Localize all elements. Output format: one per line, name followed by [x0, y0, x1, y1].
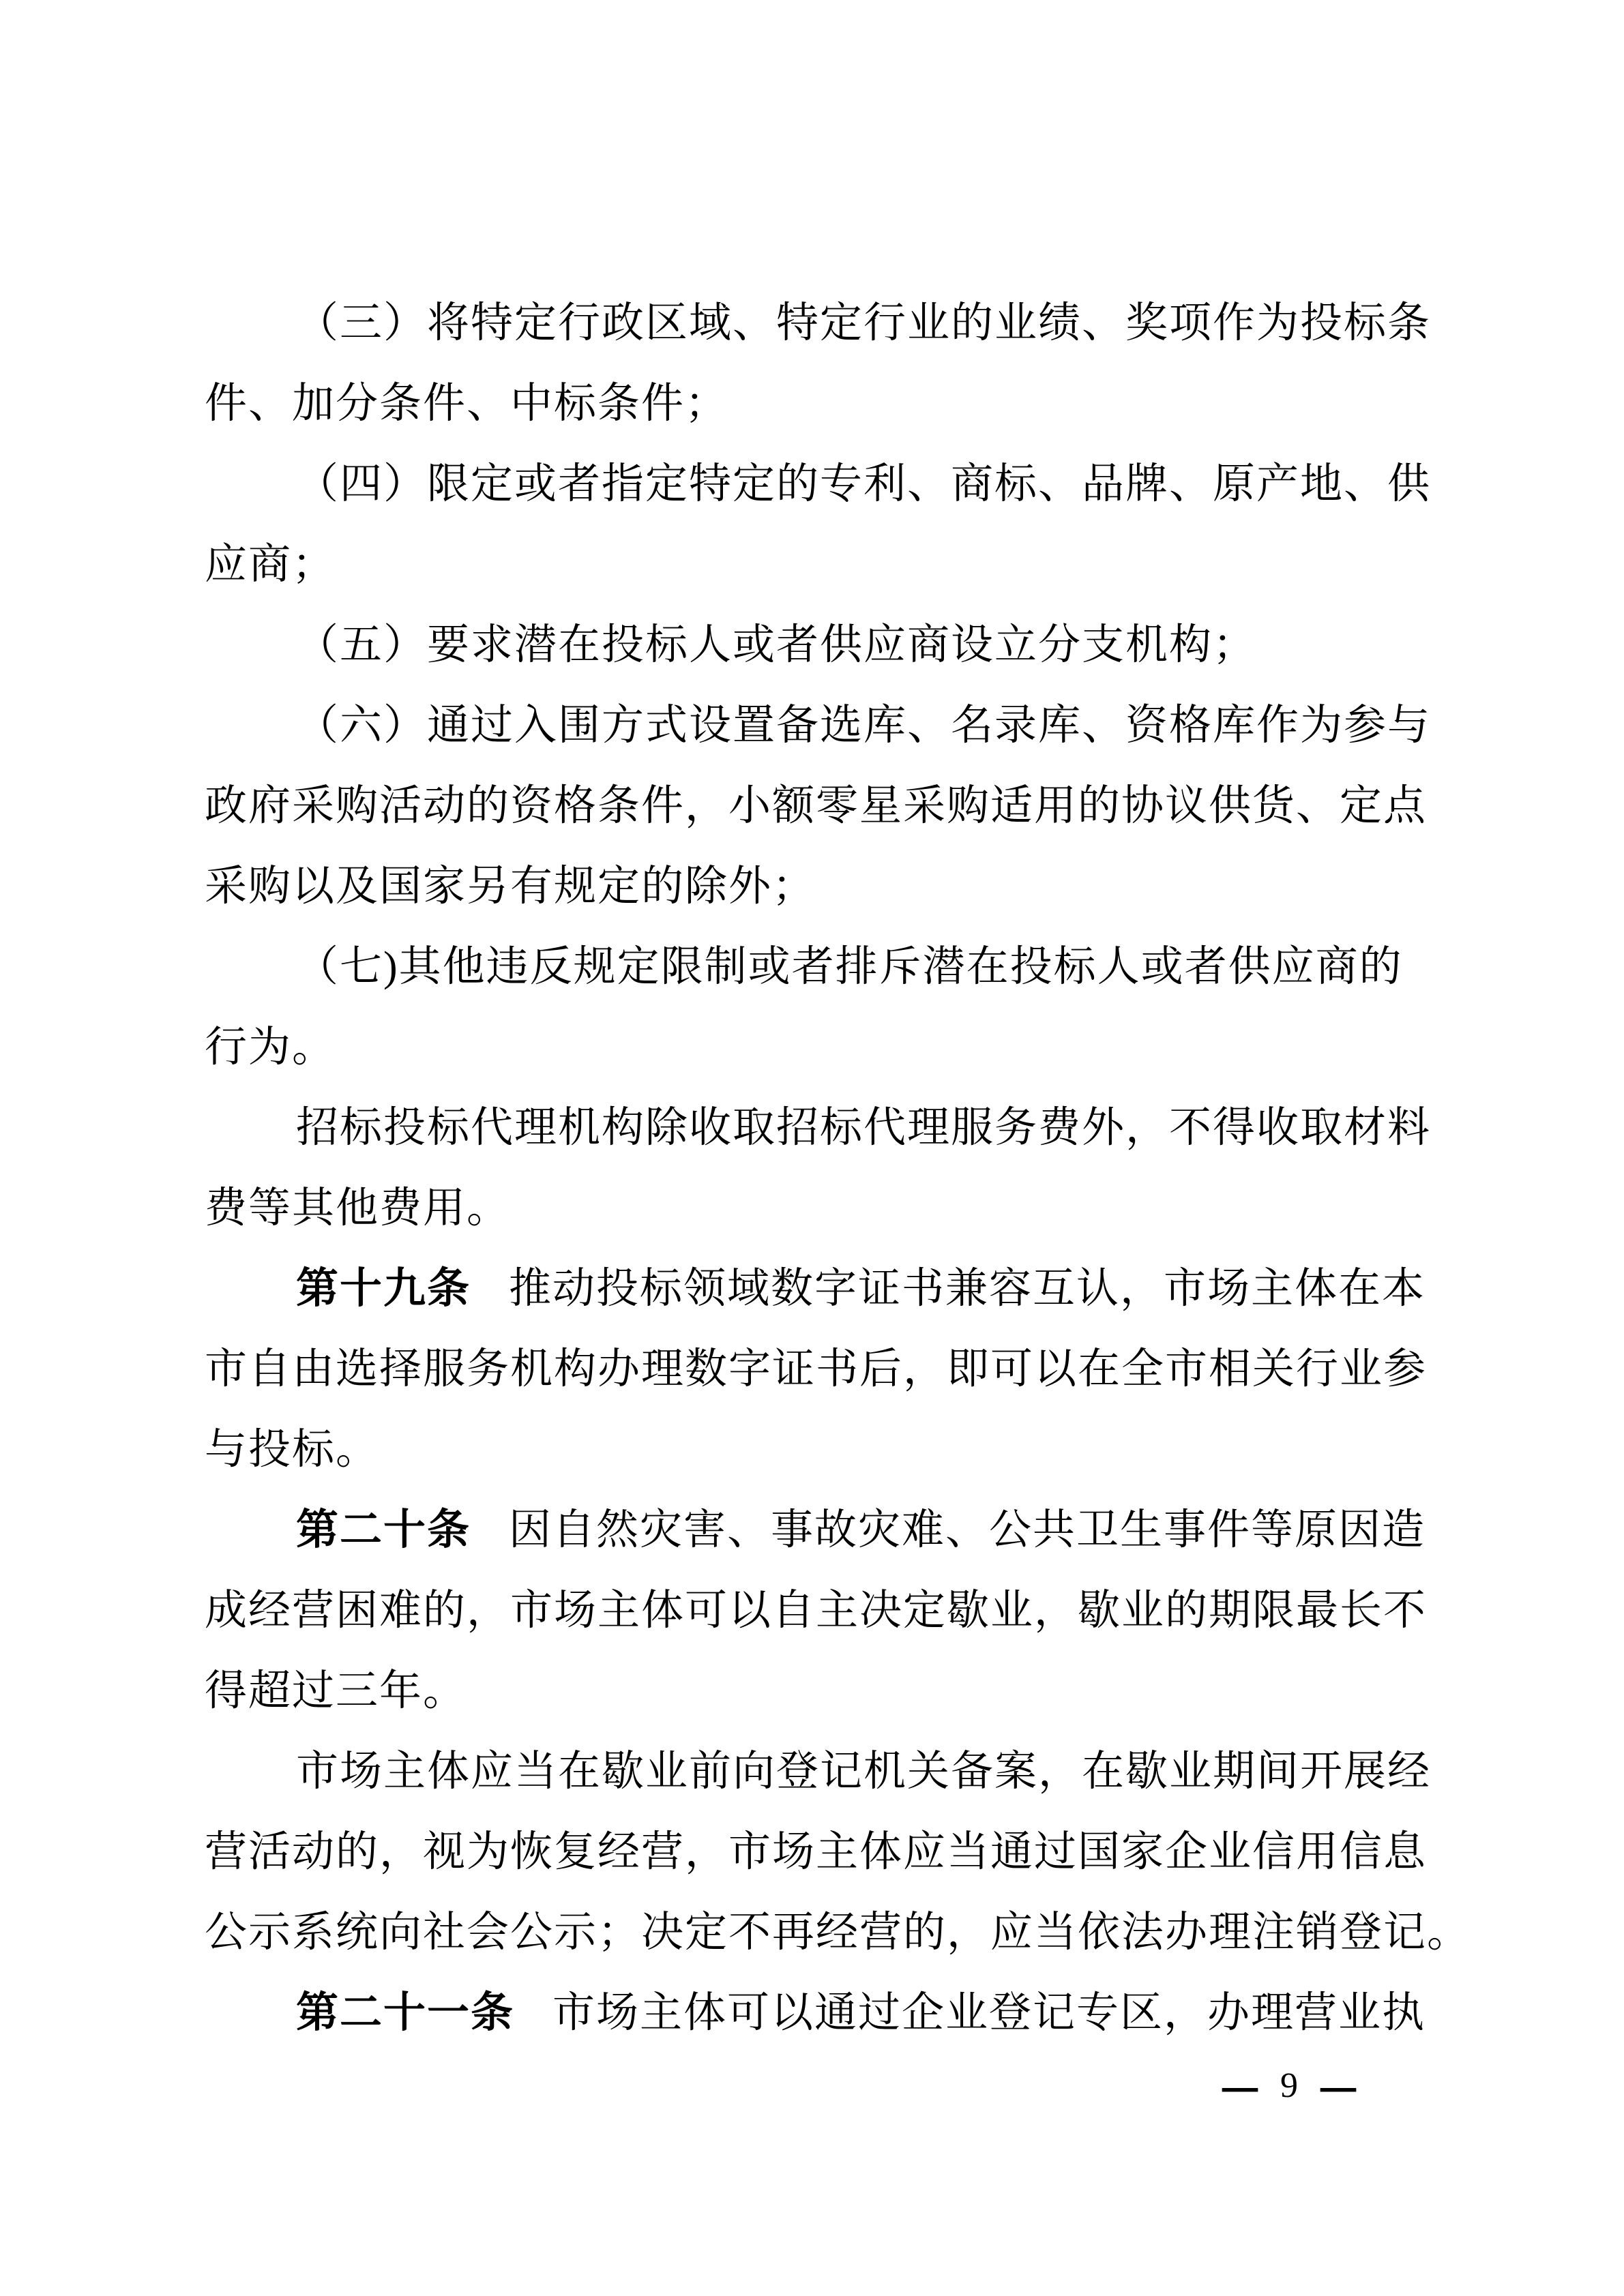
- line-text: 招标投标代理机构除收取招标代理服务费外，不得收取材料: [296, 1105, 1432, 1151]
- line-text: 因自然灾害、事故灾难、公共卫生事件等原因造: [509, 1507, 1426, 1553]
- document-line: [205, 685, 1439, 766]
- article-number: 第二十一条: [296, 1989, 515, 2036]
- document-line: [205, 283, 1439, 363]
- article-number: 第二十条: [296, 1506, 471, 1553]
- document-line: [205, 1088, 1439, 1168]
- document-line: [205, 1651, 1439, 1731]
- line-text: （五）要求潜在投标人或者供应商设立分支机构；: [296, 622, 1257, 668]
- document-line: [205, 605, 1439, 685]
- document-line: [205, 524, 1439, 605]
- document-line: [205, 1329, 1439, 1410]
- line-text: （六）通过入围方式设置备选库、名录库、资格库作为参与: [296, 702, 1432, 749]
- document-line: [205, 846, 1439, 927]
- page-number-right-dash: —: [1320, 2056, 1356, 2115]
- line-text: 与投标。: [205, 1427, 380, 1473]
- article-number: 第十九条: [296, 1265, 471, 1312]
- document-line: [205, 927, 1439, 1007]
- line-text: 应商；: [205, 541, 336, 588]
- document-line: [205, 1249, 1439, 1329]
- line-text: 件、加分条件、中标条件；: [205, 381, 729, 427]
- document-line: [205, 766, 1439, 846]
- page-number: [1218, 2056, 1360, 2115]
- line-text: 市自由选择服务机构办理数字证书后，即可以在全市相关行业参: [205, 1346, 1428, 1392]
- document-line: [205, 1812, 1439, 1892]
- document-line: [205, 444, 1439, 524]
- line-text: 行为。: [205, 1024, 336, 1071]
- line-text: 营活动的，视为恢复经营，市场主体应当通过国家企业信用信息: [205, 1829, 1428, 1875]
- line-text: 市场主体应当在歇业前向登记机关备案，在歇业期间开展经: [296, 1748, 1432, 1795]
- line-text: （七)其他违反规定限制或者排斥潜在投标人或者供应商的: [296, 944, 1403, 990]
- line-text: 得超过三年。: [205, 1668, 467, 1714]
- document-line: [205, 363, 1439, 444]
- document-line: [205, 1007, 1439, 1088]
- document-body: [205, 283, 1471, 2053]
- document-line: [205, 1490, 1439, 1570]
- document-line: [205, 1410, 1439, 1490]
- document-line: [205, 1731, 1439, 1812]
- document-line: [205, 1570, 1439, 1651]
- line-text: 费等其他费用。: [205, 1185, 511, 1232]
- line-text: （四）限定或者指定特定的专利、商标、品牌、原产地、供: [296, 461, 1432, 507]
- document-line: [205, 1168, 1439, 1249]
- page-number-left-dash: —: [1222, 2056, 1258, 2115]
- line-text: 采购以及国家另有规定的除外；: [205, 863, 816, 910]
- line-text: 政府采购活动的资格条件，小额零星采购适用的协议供货、定点: [205, 783, 1428, 829]
- line-text: 推动投标领域数字证书兼容互认，市场主体在本: [509, 1266, 1426, 1312]
- line-text: （三）将特定行政区域、特定行业的业绩、奖项作为投标条: [296, 300, 1432, 346]
- page-number-value: 9: [1280, 2066, 1298, 2105]
- line-text: 成经营困难的，市场主体可以自主决定歇业，歇业的期限最长不: [205, 1587, 1428, 1634]
- line-text: 公示系统向社会公示；决定不再经营的，应当依法办理注销登记。: [205, 1909, 1471, 1956]
- document-line: [205, 1892, 1471, 1973]
- document-line: [205, 1973, 1439, 2053]
- line-text: 市场主体可以通过企业登记专区，办理营业执: [552, 1990, 1426, 2036]
